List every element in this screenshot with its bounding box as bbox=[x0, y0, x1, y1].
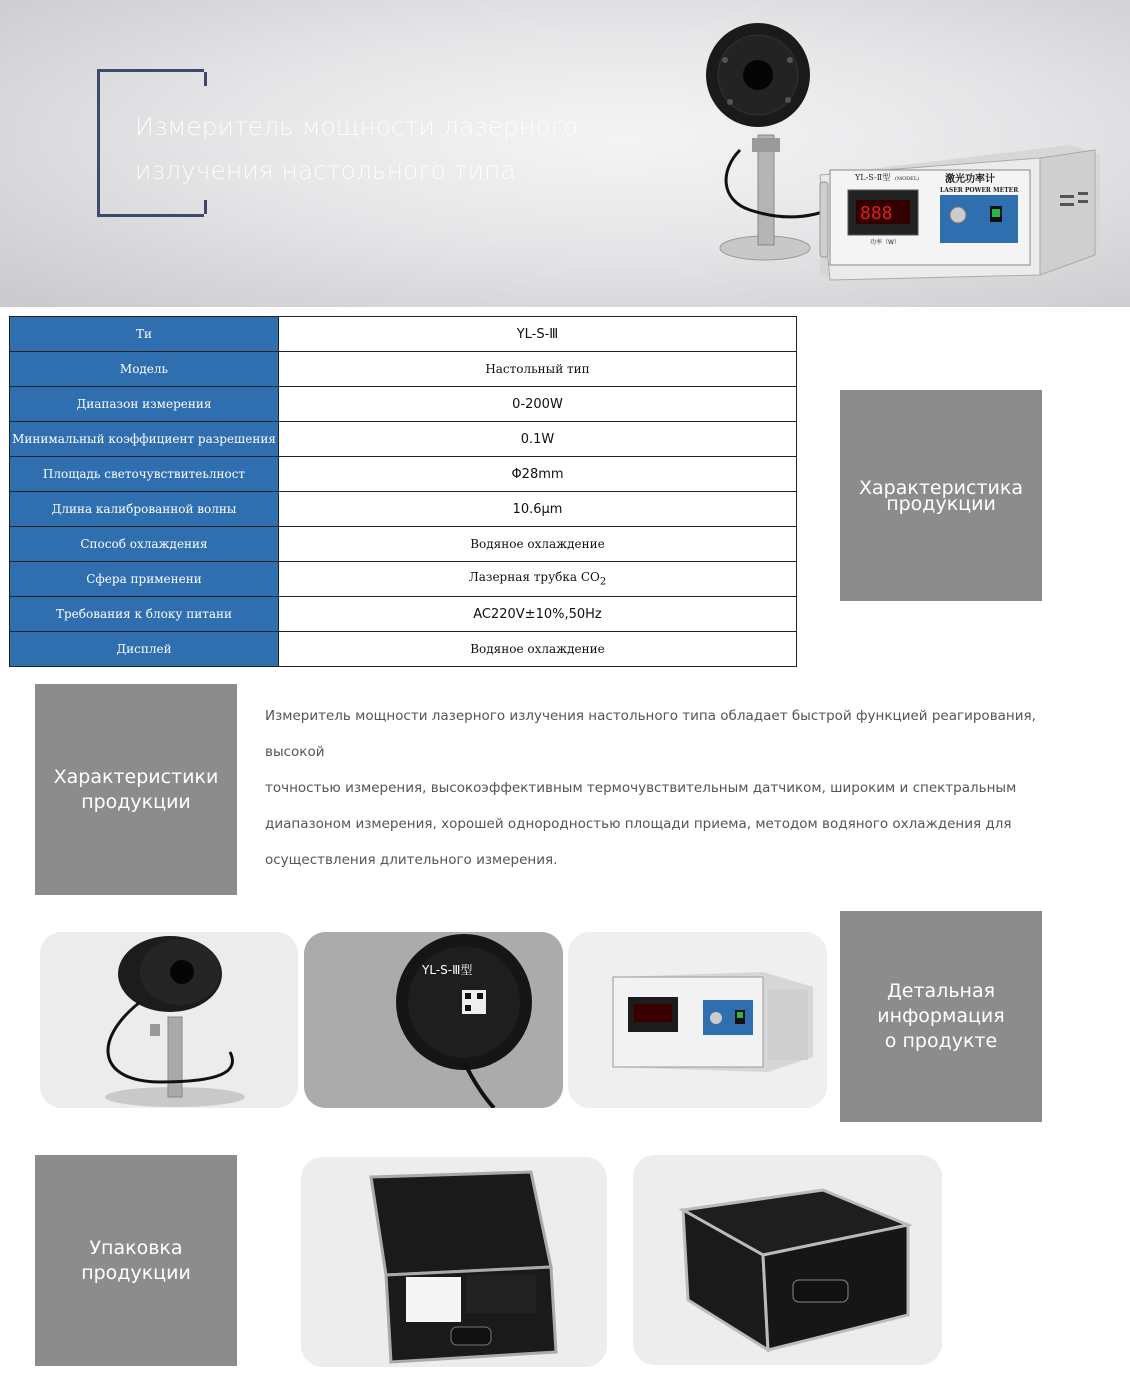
spec-key: Минимальный коэффициент разрешения bbox=[10, 422, 279, 457]
spec-value: 0-200W bbox=[279, 387, 797, 422]
spec-value: Водяное охлаждение bbox=[279, 527, 797, 562]
probe-model-label: YL-S-Ⅲ型 bbox=[422, 963, 473, 977]
spec-key: Способ охлаждения bbox=[10, 527, 279, 562]
spec-key: Дисплей bbox=[10, 632, 279, 667]
table-row bbox=[10, 352, 797, 387]
hero-banner bbox=[0, 0, 1130, 307]
spec-key: Диапазон измерения bbox=[10, 387, 279, 422]
table-row bbox=[10, 457, 797, 492]
spec-key: Длина калиброванной волны bbox=[10, 492, 279, 527]
hero-title-line2: излучения настольного типа bbox=[135, 156, 516, 185]
svg-text:LASER POWER METER: LASER POWER METER bbox=[940, 187, 1019, 194]
spec-value: AC220V±10%,50Hz bbox=[279, 597, 797, 632]
spec-value: Водяное охлаждение bbox=[279, 632, 797, 667]
svg-text:激光功率计: 激光功率计 bbox=[945, 174, 995, 185]
table-row bbox=[10, 632, 797, 667]
spec-value: Лазерная трубка $CO_2$ bbox=[279, 562, 797, 597]
spec-value: 10.6μm bbox=[279, 492, 797, 527]
spec-key: Требования к блоку питани bbox=[10, 597, 279, 632]
packaging-photo-open-case bbox=[301, 1157, 607, 1367]
hero-title-line1: Измеритель мощности лазерного bbox=[135, 112, 579, 141]
detail-photo-meter bbox=[568, 932, 827, 1108]
power-display: 888 bbox=[860, 203, 893, 224]
spec-key: Площадь светочувствитеьлност bbox=[10, 457, 279, 492]
detail-photo-probe-side bbox=[40, 932, 298, 1108]
table-row bbox=[10, 527, 797, 562]
hero-title bbox=[135, 105, 595, 193]
table-row bbox=[10, 387, 797, 422]
spec-value: YL-S-Ⅲ bbox=[279, 317, 797, 352]
features-description: Измеритель мощности лазерного излучения настольного типа обладает быстрой функцией реагирования, высокой точностью измерения, высокоэффективным термочувствительным датчиком, широким и спектральным диапазоном измерения, хорошей однородностью площади приема, методом водяного охлаждения для осуществления длительного измерения. bbox=[265, 708, 1036, 868]
packaging-photo-closed-case bbox=[633, 1155, 942, 1365]
spec-table bbox=[9, 316, 797, 667]
spec-value: 0.1W bbox=[279, 422, 797, 457]
spec-key: Ти bbox=[10, 317, 279, 352]
svg-text:功率（W）: 功率（W） bbox=[870, 239, 900, 246]
table-row bbox=[10, 562, 797, 597]
svg-text:(MODEL): (MODEL) bbox=[895, 176, 920, 182]
table-row bbox=[10, 317, 797, 352]
table-row bbox=[10, 492, 797, 527]
detail-photo-probe-back bbox=[304, 932, 563, 1108]
packaging-label: Упаковка продукции bbox=[35, 1155, 237, 1366]
details-label: Детальная информация о продукте bbox=[840, 911, 1042, 1122]
laser-power-meter-image bbox=[700, 20, 1120, 300]
spec-key: Модель bbox=[10, 352, 279, 387]
features-label: Характеристики продукции bbox=[35, 684, 237, 895]
spec-key: Сфера применени bbox=[10, 562, 279, 597]
spec-value: Настольный тип bbox=[279, 352, 797, 387]
device-model-label: YL-S-Ⅱ型 bbox=[855, 173, 891, 182]
table-row bbox=[10, 422, 797, 457]
table-row bbox=[10, 597, 797, 632]
specs-side-label: Характеристика продукции bbox=[840, 390, 1042, 601]
spec-value: Φ28mm bbox=[279, 457, 797, 492]
